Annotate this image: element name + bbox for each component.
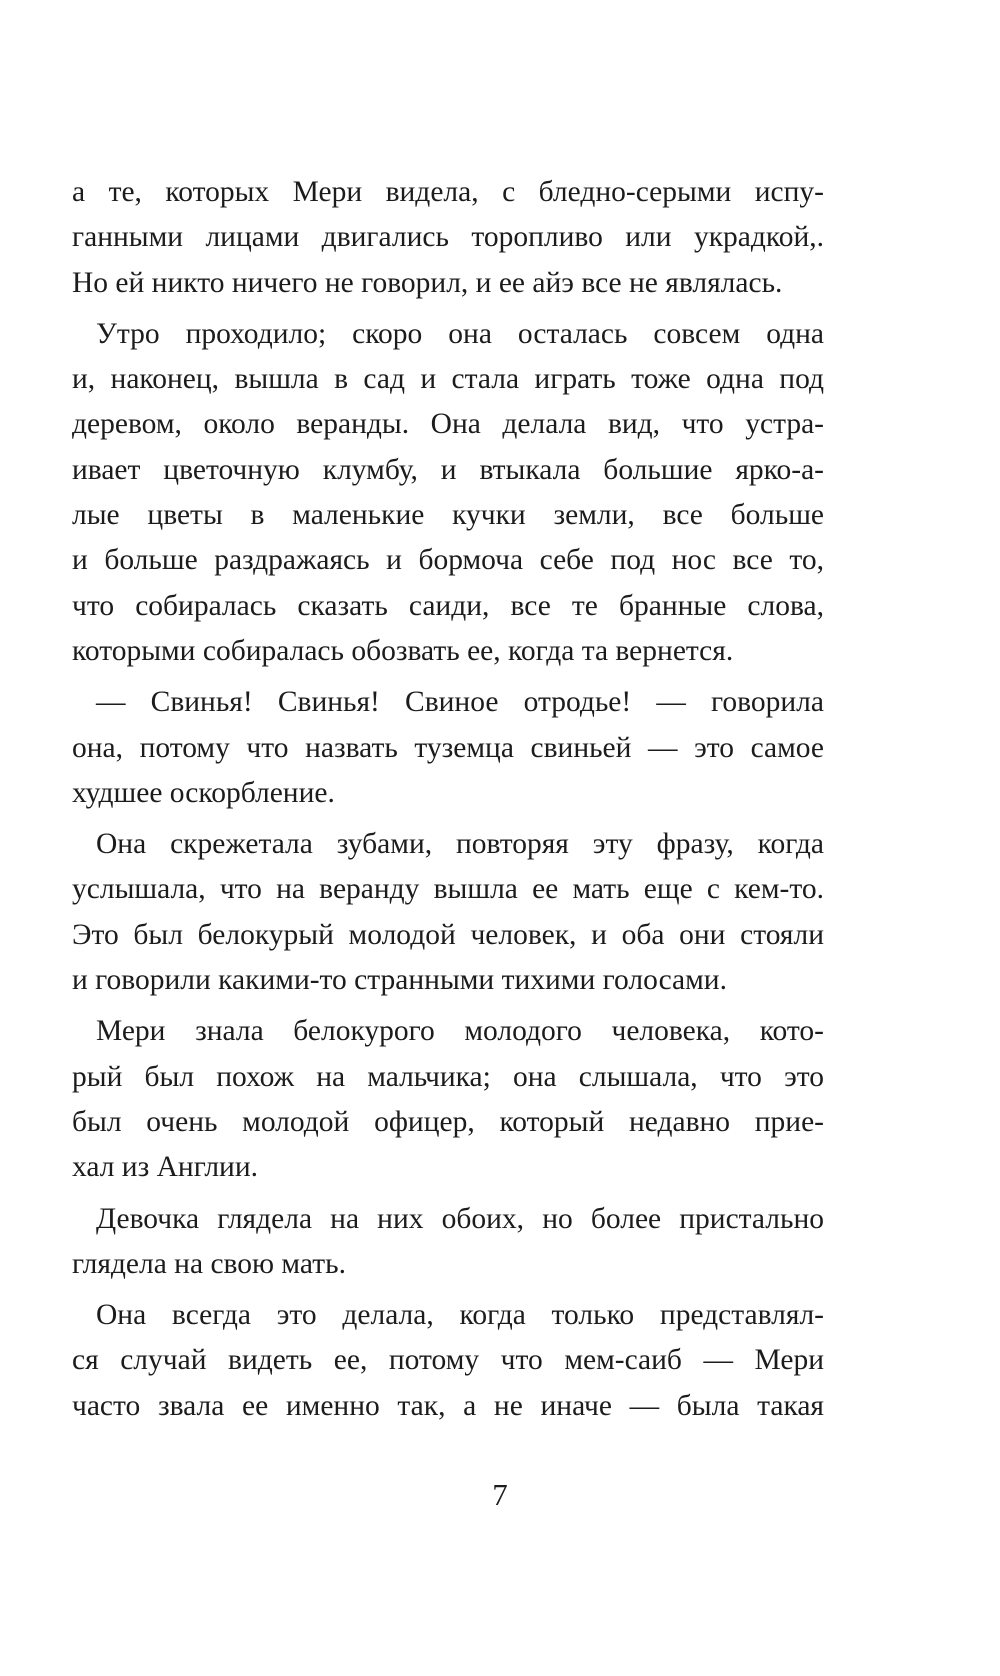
text-line: Она всегда это делала, когда только представлял- [96,1299,824,1332]
text-line: услышала, что на веранду вышла ее мать еще с кем-то. [72,873,824,906]
text-line: и больше раздражаясь и бормоча себе под нос все то, [72,544,824,577]
text-line: ганными лицами двигались торопливо или украдкой,. [72,221,824,254]
paragraph [72,822,824,1003]
paragraph [72,170,824,306]
text-line: — Свинья! Свинья! Свиное отродье! — говорила [96,686,824,719]
text-line: был очень молодой офицер, который недавно прие- [72,1105,824,1138]
text-line: лые цветы в маленькие кучки земли, все больше [72,499,824,532]
text-line: ся случай видеть ее, потому что мем-саиб — Мери [72,1344,824,1377]
text-line: а те, которых Мери видела, с бледно-серыми испу- [72,176,824,208]
paragraph [72,312,824,674]
text-line: Девочка глядела на них обоих, но более пристально [96,1202,824,1235]
text-line: Мери знала белокурого молодого человека, кото- [96,1015,824,1048]
paragraph [72,1197,824,1288]
body-text [72,170,824,1435]
text-line: которыми собиралась обозвать ее, когда та вернется. [72,634,734,667]
text-line: она, потому что назвать туземца свиньей — это самое [72,731,824,764]
text-line: деревом, около веранды. Она делала вид, что устра- [72,408,824,441]
text-line: и говорили какими-то странными тихими голосами. [72,964,727,997]
text-line: глядела на свою мать. [72,1247,346,1280]
paragraph [72,1009,824,1190]
text-line: часто звала ее именно так, а не иначе — была такая [72,1389,824,1422]
text-line: что собиралась сказать саиди, все те бранные слова, [72,589,824,622]
text-line: хал из Англии. [72,1151,258,1184]
text-line: Утро проходило; скоро она осталась совсем одна [96,317,824,350]
text-line: рый был похож на мальчика; она слышала, что это [72,1060,824,1093]
paragraph [72,680,824,816]
paragraph [72,1293,824,1429]
page-number: 7 [492,1477,508,1512]
text-line: и, наконец, вышла в сад и стала играть тоже одна под [72,363,824,396]
text-line: Но ей никто ничего не говорил, и ее айэ все не являлась. [72,266,783,299]
text-line: худшее оскорбление. [72,776,335,809]
text-line: Это был белокурый молодой человек, и оба они стояли [72,918,824,951]
text-line: ивает цветочную клумбу, и втыкала большие ярко-а- [72,453,824,486]
text-line: Она скрежетала зубами, повторяя эту фразу, когда [96,828,824,861]
